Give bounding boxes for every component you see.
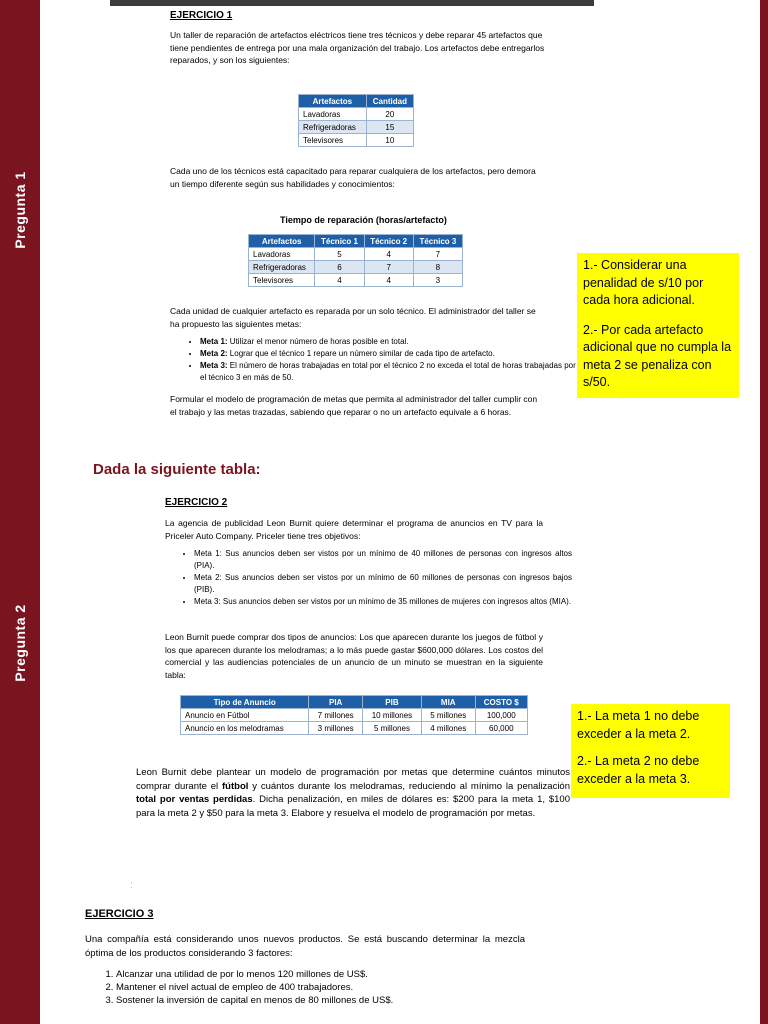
tiempo-reparacion-table <box>248 234 463 287</box>
table-cell: Lavadoras <box>299 108 367 121</box>
top-image-edge <box>110 0 594 6</box>
table-row <box>249 261 463 274</box>
list-item: • Meta 3: Sus anuncios deben ser vistos por un mínimo de 35 millones de mujeres con ingresos altos (MIA). <box>194 596 572 608</box>
table-header-row <box>181 696 528 709</box>
right-border <box>760 0 768 1024</box>
list-item: 1. Alcanzar una utilidad de por lo menos 120 millones de US$. <box>116 968 556 981</box>
note-line: 1.- La meta 1 no debe exceder a la meta 2. <box>577 709 700 741</box>
table-cell: 4 <box>364 248 413 261</box>
table-cell: Televisores <box>249 274 315 287</box>
tiempo-table-title: Tiempo de reparación (horas/artefacto) <box>280 215 447 225</box>
table-header-cell: Artefactos <box>249 235 315 248</box>
table-cell: Refrigeradoras <box>299 121 367 134</box>
artefactos-table <box>298 94 414 147</box>
note-line: 2.- La meta 2 no debe exceder a la meta 3. <box>577 754 700 786</box>
table-cell: 8 <box>413 261 462 274</box>
table-cell: 4 millones <box>421 722 475 735</box>
ejercicio-1-paragraph-3: Cada unidad de cualquier artefacto es reparada por un solo técnico. El administrador del taller se ha propuesto las siguientes metas: <box>170 306 536 329</box>
ejercicio-1-paragraph-4: Formular el modelo de programación de metas que permita al administrador del taller cumplir con el trabajo y las metas trazadas, sabiendo que reparar o no un artefacto equivale a 6 horas. <box>170 394 538 417</box>
table-cell: Refrigeradoras <box>249 261 315 274</box>
table-header-cell: PIA <box>309 696 363 709</box>
section-heading: Dada la siguiente tabla: <box>93 461 261 478</box>
yellow-note-1 <box>577 253 739 398</box>
meta-label: Meta 1: <box>200 337 228 346</box>
note-line: 2.- Por cada artefacto adicional que no cumpla la meta 2 se penaliza con s/50. <box>583 322 732 389</box>
ejercicio-3-title: EJERCICIO 3 <box>85 908 154 920</box>
table-header-cell: Cantidad <box>366 95 413 108</box>
table-row <box>181 709 528 722</box>
table-cell: Lavadoras <box>249 248 315 261</box>
table-cell: 6 <box>315 261 364 274</box>
table-cell: 100,000 <box>475 709 527 722</box>
table-cell: 7 <box>364 261 413 274</box>
sidebar-label-pregunta-1: Pregunta 1 <box>12 171 28 249</box>
ejercicio-1-metas-list <box>172 336 580 384</box>
ejercicio-2-paragraph-2: Leon Burnit puede comprar dos tipos de anuncios: Los que aparecen durante los juegos de fútbol y los que aparecen durante los melodramas; a lo más puede gastar $600,000 dólares. Los costos del comercial y las audiencias potenciales de un anuncio de un minuto se muestran en la siguiente tabla: <box>165 632 543 680</box>
table-row <box>299 121 414 134</box>
table-row <box>249 274 463 287</box>
list-item: • Meta 2: Sus anuncios deben ser vistos por un mínimo de 60 millones de personas con ingresos bajos (PIB). <box>194 572 572 596</box>
table-header-cell: PIB <box>362 696 421 709</box>
table-cell: 4 <box>364 274 413 287</box>
list-item: 2. Mantener el nivel actual de empleo de 400 trabajadores. <box>116 981 556 994</box>
ejercicio-2-paragraph-3 <box>136 766 570 820</box>
ejercicio-1-title: EJERCICIO 1 <box>170 10 233 21</box>
table-row <box>181 722 528 735</box>
table-header-row <box>249 235 463 248</box>
yellow-note-2 <box>571 704 730 798</box>
list-item: 3. Sostener la inversión de capital en menos de 80 millones de US$. <box>116 994 556 1007</box>
meta-label: Meta 2: <box>200 349 228 358</box>
text-run-bold: fútbol <box>222 780 249 792</box>
text-run: Leon Burnit debe plantear un modelo de programación por metas que determine cuántos minutos comprar durante el <box>136 767 570 792</box>
table-cell: 3 millones <box>309 722 363 735</box>
ejercicio-3-intro: Una compañía está considerando unos nuevos productos. Se está buscando determinar la mezcla óptima de los productos considerando 3 factores: <box>85 934 525 959</box>
text-run: y cuántos durante los melodramas, reduciendo al mínimo la penalización <box>248 780 570 792</box>
table-row <box>299 108 414 121</box>
ejercicio-2-intro: La agencia de publicidad Leon Burnit quiere determinar el programa de anuncios en TV para la Priceler Auto Company. Priceler tiene tres objetivos: <box>165 518 543 541</box>
table-cell: 7 millones <box>309 709 363 722</box>
table-cell: 20 <box>366 108 413 121</box>
table-cell: 60,000 <box>475 722 527 735</box>
table-cell: 15 <box>366 121 413 134</box>
table-header-cell: Artefactos <box>299 95 367 108</box>
list-item <box>200 360 580 384</box>
ejercicio-1-intro: Un taller de reparación de artefactos eléctricos tiene tres técnicos y debe reparar 45 artefactos que tiene pendientes de entrega por una mala organización del trabajo. Los artefactos debe entregarlos reparados, y son los siguientes: <box>170 30 545 65</box>
table-row <box>299 134 414 147</box>
table-cell: 3 <box>413 274 462 287</box>
anuncios-table <box>180 695 528 735</box>
stray-mark: : <box>130 880 133 891</box>
table-cell: Anuncio en Fútbol <box>181 709 309 722</box>
text-run-bold: total por ventas perdidas <box>136 794 253 805</box>
table-header-cell: Tipo de Anuncio <box>181 696 309 709</box>
ejercicio-1-paragraph-2: Cada uno de los técnicos está capacitado para reparar cualquiera de los artefactos, pero demora un tiempo diferente según sus habilidades y conocimientos: <box>170 166 536 189</box>
list-item: • Meta 1: Sus anuncios deben ser vistos por un mínimo de 40 millones de personas con ingresos altos (PIA). <box>194 548 572 572</box>
table-cell: 5 millones <box>362 722 421 735</box>
sidebar-label-pregunta-2: Pregunta 2 <box>12 604 28 682</box>
meta-text: Utilizar el menor número de horas posible en total. <box>229 337 409 346</box>
table-header-cell: COSTO $ <box>475 696 527 709</box>
ejercicio-2-metas-list <box>166 548 572 608</box>
table-cell: 7 <box>413 248 462 261</box>
meta-text: Lograr que el técnico 1 repare un número similar de cada tipo de artefacto. <box>229 349 495 358</box>
table-cell: Televisores <box>299 134 367 147</box>
table-cell: 5 millones <box>421 709 475 722</box>
list-item <box>200 348 580 360</box>
table-cell: Anuncio en los melodramas <box>181 722 309 735</box>
table-cell: 10 millones <box>362 709 421 722</box>
table-header-row <box>299 95 414 108</box>
table-row <box>249 248 463 261</box>
meta-text: El número de horas trabajadas en total por el técnico 2 no exceda el total de horas trabajadas por el técnico 3 en más de 50. <box>200 361 576 382</box>
left-sidebar <box>0 0 40 1024</box>
table-header-cell: MIA <box>421 696 475 709</box>
table-header-cell: Técnico 1 <box>315 235 364 248</box>
text-run: . Dicha penalización, en miles de dólares es: $200 para la meta 1, $100 para la meta 2 y $50 para la meta 3. Elabore y resuelva el modelo de programación por metas. <box>136 794 570 819</box>
meta-label: Meta 3: <box>200 361 228 370</box>
list-item <box>200 336 580 348</box>
ejercicio-3-factors-list <box>86 968 556 1007</box>
ejercicio-2-title: EJERCICIO 2 <box>165 497 228 508</box>
table-cell: 5 <box>315 248 364 261</box>
table-header-cell: Técnico 2 <box>364 235 413 248</box>
note-line: 1.- Considerar una penalidad de s/10 por cada hora adicional. <box>583 258 704 307</box>
table-cell: 10 <box>366 134 413 147</box>
table-cell: 4 <box>315 274 364 287</box>
table-header-cell: Técnico 3 <box>413 235 462 248</box>
